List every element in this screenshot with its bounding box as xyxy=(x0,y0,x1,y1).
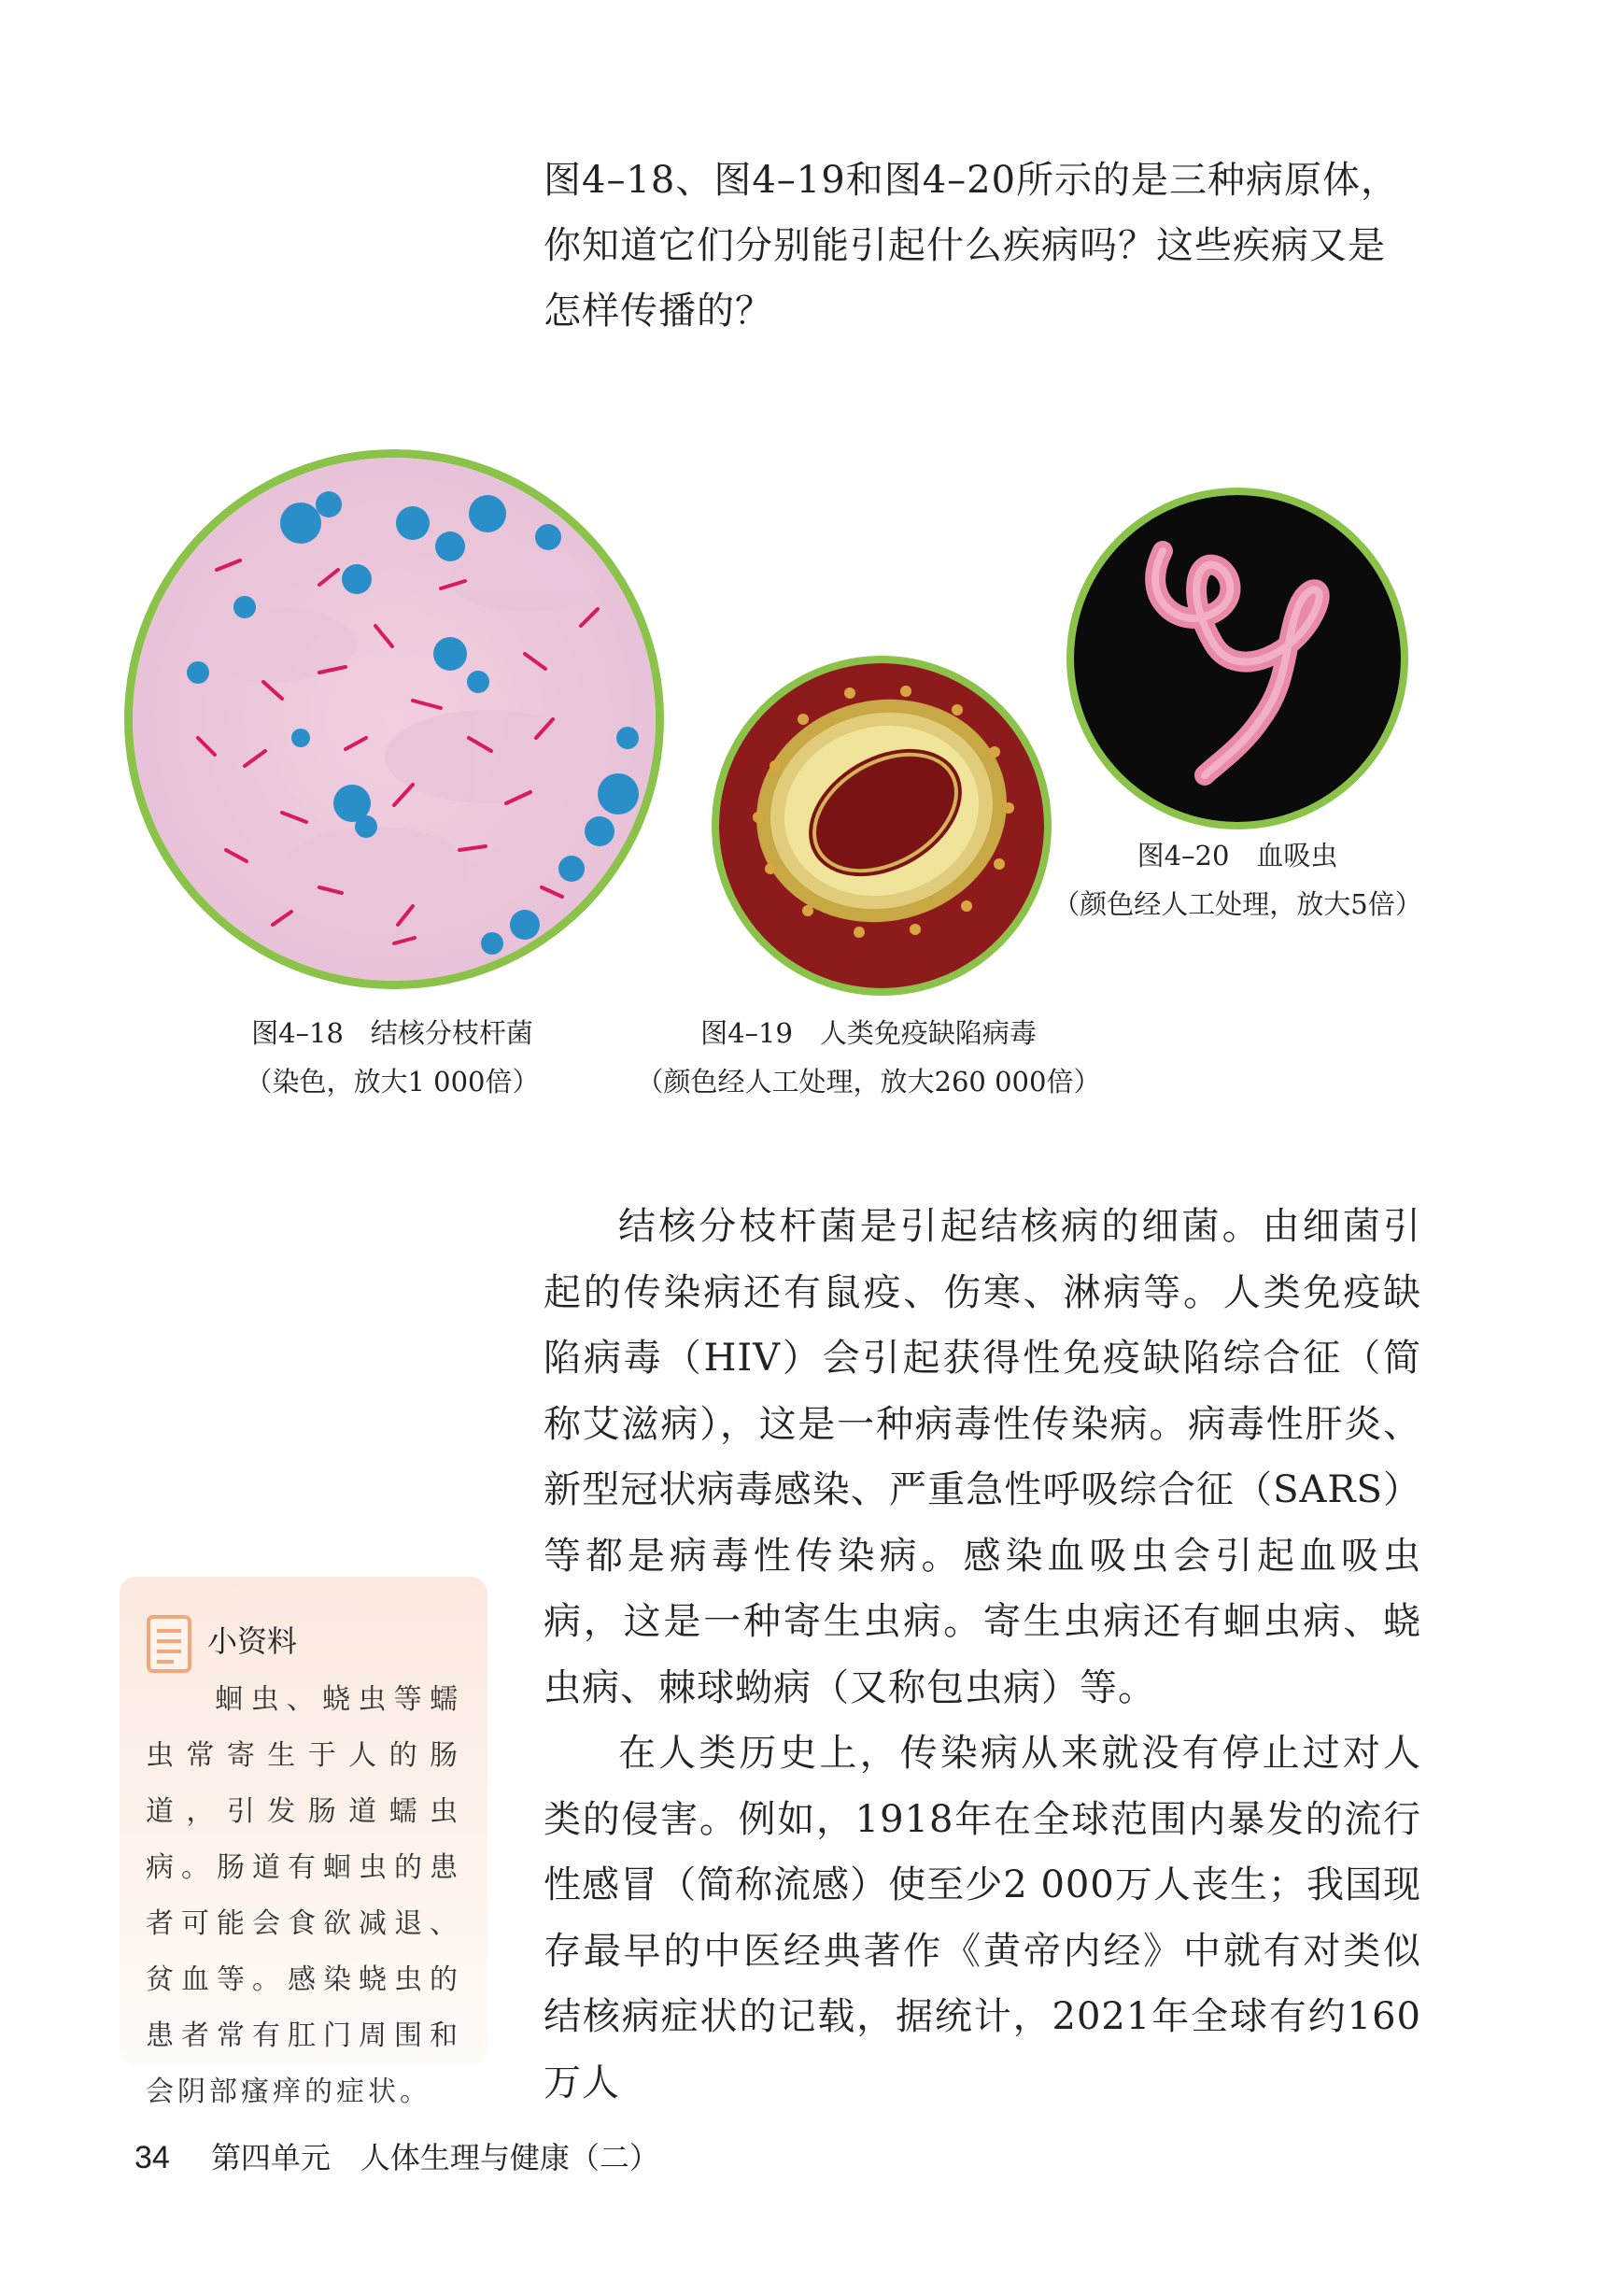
caption-note: （颜色经人工处理，放大5倍） xyxy=(1052,888,1422,920)
page-footer xyxy=(134,2134,659,2177)
document-icon xyxy=(146,1614,192,1674)
caption-figure-4-19 xyxy=(607,1009,1130,1106)
caption-figure-4-18 xyxy=(168,1009,616,1106)
caption-note: （染色，放大1 000倍） xyxy=(245,1066,540,1098)
caption-note: （颜色经人工处理，放大260 000倍） xyxy=(636,1066,1101,1098)
main-body-text xyxy=(544,1194,1421,2116)
caption-figure-4-20 xyxy=(1032,831,1443,928)
caption-title: 图4–18 结核分枝杆菌 xyxy=(251,1017,533,1049)
figure-4-19-hiv-micrograph xyxy=(719,663,1044,988)
caption-title: 图4–20 血吸虫 xyxy=(1137,840,1338,871)
paragraph-history: 在人类历史上，传染病从来就没有停止过对人类的侵害。例如，1918年在全球范围内暴发的流行性感冒（简称流感）使至少2 000万人丧生；我国现存最早的中医经典著作《黄帝内经》中就有对类似结核病症状的记载，据统计，2021年全球有约160万人 xyxy=(544,1732,1421,2104)
hiv-virus-image xyxy=(719,663,1044,988)
figure-4-20-schistosome-photo xyxy=(1074,495,1401,822)
figure-4-18-tuberculosis-micrograph xyxy=(133,458,656,981)
sidebar-title: 小资料 xyxy=(207,1623,298,1659)
paragraph-pathogens: 结核分枝杆菌是引起结核病的细菌。由细菌引起的传染病还有鼠疫、伤寒、淋病等。人类免疫缺陷病毒（HIV）会引起获得性免疫缺陷综合征（简称艾滋病），这是一种病毒性传染病。病毒性肝炎、新型冠状病毒感染、严重急性呼吸综合征（SARS）等都是病毒性传染病。感染血吸虫会引起血吸虫病，这是一种寄生虫病。寄生虫病还有蛔虫病、蛲虫病、棘球蚴病（又称包虫病）等。 xyxy=(544,1205,1421,1709)
sidebar-body: 蛔虫、蛲虫等蠕虫常寄生于人的肠道，引发肠道蠕虫病。肠道有蛔虫的患者可能会食欲减退、贫血等。感染蛲虫的患者常有肛门周围和会阴部瘙痒的症状。 xyxy=(146,1683,461,2108)
sidebar-text xyxy=(146,1672,461,2120)
schistosome-image xyxy=(1074,495,1401,822)
page-number: 34 xyxy=(134,2140,170,2175)
bacteria-micrograph-image xyxy=(133,458,656,981)
unit-title: 第四单元 人体生理与健康（二） xyxy=(210,2140,659,2175)
sidebar-note xyxy=(120,1577,487,2108)
intro-question: 图4–18、图4–19和图4–20所示的是三种病原体，你知道它们分别能引起什么疾病吗？这些疾病又是怎样传播的？ xyxy=(544,159,1400,333)
caption-title: 图4–19 人类免疫缺陷病毒 xyxy=(700,1017,1037,1049)
